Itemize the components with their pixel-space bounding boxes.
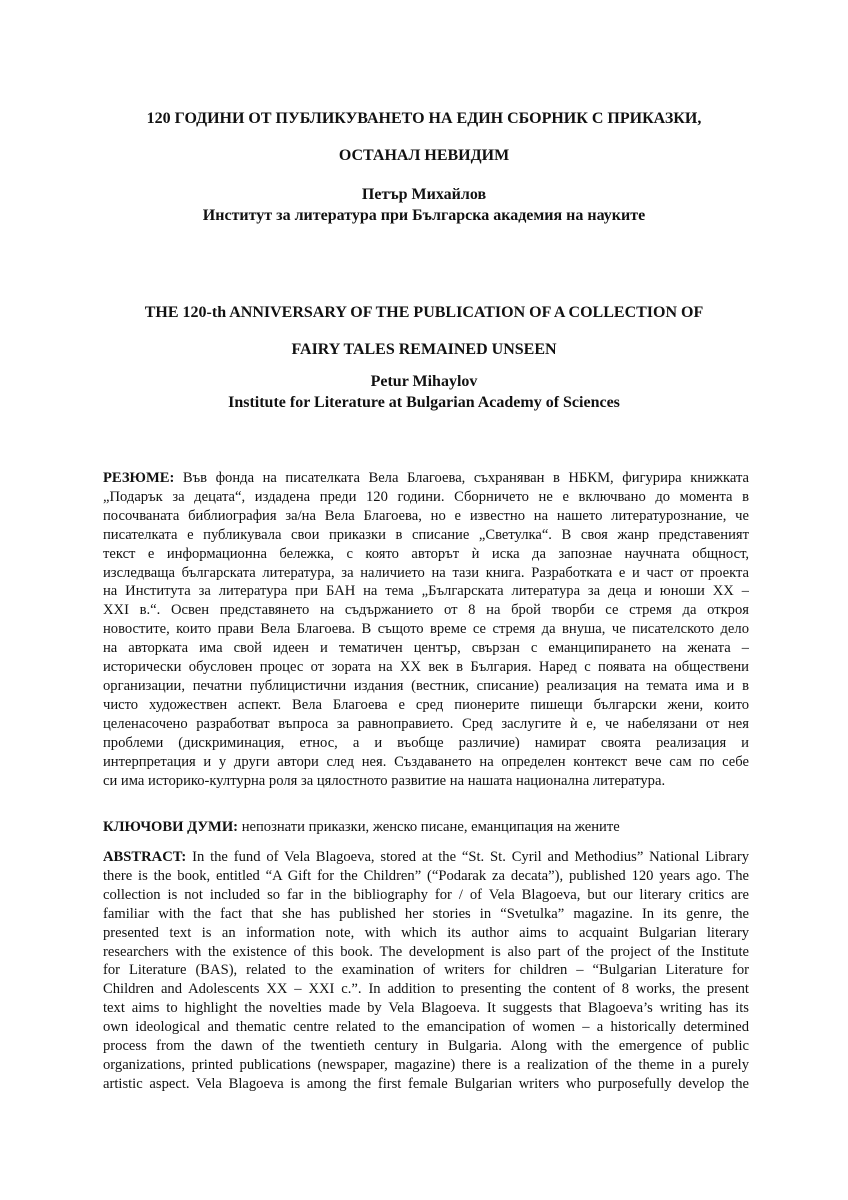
keywords-bulgarian: [103, 818, 749, 837]
abstract-en-line: text aims to highlight the novelties made by Vela Blagoeva. It suggests that Blagoeva’s writing has its: [103, 1000, 749, 1017]
author-affiliation-en: Institute for Literature at Bulgarian Academy of Sciences: [228, 394, 620, 411]
abstract-bg-line: чисто художествен аспект. Вела Благоева е сред пионерите пишещи български жени, които: [103, 696, 749, 713]
abstract-bg-line: организации, печатни публицистични издания (вестник, списание) реализация на темата има и в: [103, 677, 749, 694]
abstract-en-line: [103, 848, 749, 867]
title-bg-line-2: ОСТАНАЛ НЕВИДИМ: [338, 147, 510, 164]
keywords-label: КЛЮЧОВИ ДУМИ:: [103, 819, 239, 835]
abstract-bg-line: интерпретация и у други автори след нея. Създаването на определен контекст вече сам по себе: [103, 753, 749, 770]
abstract-bg-line-text: Във фонда на писателката Вела Благоева, съхраняван в НБКМ, фигурира книжката: [174, 470, 749, 486]
title-en-line-2: FAIRY TALES REMAINED UNSEEN: [291, 341, 557, 358]
abstract-bg-line: текст е информационна бележка, с която авторът ѝ иска да запознае научната общност,: [103, 545, 749, 562]
abstract-en-line: for Literature (BAS), related to the examination of writers for children – “Bulgarian Literature for: [103, 962, 749, 979]
abstract-bg-line: „Подарък за децата“, издадена преди 120 години. Сборничето не е включвано до момента в: [103, 488, 749, 505]
keywords-text: непознати приказки, женско писане, еманципация на жените: [238, 819, 620, 835]
abstract-bg-line: посочваната библиография за/на Вела Благоева, но е известно на нашето литературознание, че: [103, 507, 749, 524]
abstract-en-line: there is the book, entitled “A Gift for the Children” (“Podarak za decata”), published 120 years ago. The: [103, 867, 749, 884]
author-block-bulgarian: [100, 184, 748, 226]
abstract-en-line: organizations, printed publications (newspaper, magazine) there is a realization of the theme in a purely: [103, 1056, 749, 1073]
title-en-line-1: THE 120-th ANNIVERSARY OF THE PUBLICATION OF A COLLECTION OF: [144, 304, 704, 321]
abstract-bg-line: на авторката има свой идеен и тематичен център, свързан с еманципирането на жената –: [103, 640, 749, 657]
abstract-bg-line: новостите, които прави Вела Благоева. В същото време се стремя да внуша, че писателското дело: [103, 621, 749, 638]
title-bg-line-1: 120 ГОДИНИ ОТ ПУБЛИКУВАНЕТО НА ЕДИН СБОРНИК С ПРИКАЗКИ,: [146, 110, 702, 127]
abstract-bg-line: проблеми (дискриминация, етнос, а и въобще различие) намират своята реализация и: [103, 734, 749, 751]
abstract-bg-line: изследваща българската литература, за наличието на тази книга. Разработката е и част от проекта: [103, 564, 749, 581]
abstract-bg-line: целенасочено разработват въпроса за равноправието. Сред заслугите ѝ е, че набелязани от нея: [103, 715, 749, 732]
author-affiliation-bg: Институт за литература при Българска академия на науките: [202, 207, 646, 224]
author-block-english: [100, 371, 748, 413]
abstract-bg-line: на Института за литература при БАН на тема „Българската литература за деца и юноши XX –: [103, 583, 749, 600]
abstract-en-line: Children and Adolescents XX – XXI c.”. In addition to presenting the content of 8 works, the present: [103, 981, 749, 998]
abstract-en-line: process from the dawn of the twentieth century in Bulgaria. Along with the emergence of public: [103, 1038, 749, 1055]
abstract-bg-line: исторически обусловен процес от зората на XX век в България. Наред с появата на обществени: [103, 659, 749, 676]
abstract-bg-line: си има историко-културна роля за цялостното развитие на нашата национална литература.: [103, 772, 666, 789]
abstract-bg-label: РЕЗЮМЕ:: [103, 470, 175, 486]
abstract-en-line: presented text is an information note, with which its author aims to acquaint Bulgarian literary: [103, 924, 749, 941]
title-english: [100, 294, 748, 368]
title-bulgarian: [100, 100, 748, 174]
abstract-bg-line: [103, 469, 749, 488]
abstract-en-label: ABSTRACT:: [103, 849, 187, 865]
abstract-en-line: collection is not included so far in the bibliography for / of Vela Blagoeva, but our literary critics are: [103, 886, 749, 903]
abstract-en-line: own ideological and thematic centre related to the emancipation of women – a historically determined: [103, 1019, 749, 1036]
abstract-english: [103, 848, 749, 1094]
abstract-en-line-text: In the fund of Vela Blagoeva, stored at the “St. St. Cyril and Methodius” National Library: [186, 849, 749, 865]
abstract-en-line: familiar with the fact that she has published her stories in “Svetulka” magazine. In its genre, the: [103, 905, 749, 922]
abstract-bg-line: писателката е публикувала свои приказки в списание „Светулка“. В своя жанр представеният: [103, 526, 749, 543]
abstract-bg-line: XXI в.“. Освен представянето на съдържанието от 8 на брой творби се стремя да открoя: [103, 602, 749, 619]
author-name-bg: Петър Михайлов: [361, 186, 487, 203]
author-name-en: Petur Mihaylov: [370, 373, 478, 390]
abstract-en-line: artistic aspect. Vela Blagoeva is among the first female Bulgarian writers who purposefully develop the: [103, 1075, 749, 1092]
abstract-en-line: researchers with the existence of this book. The development is also part of the project of the Institute: [103, 943, 749, 960]
abstract-bulgarian: [103, 469, 749, 790]
